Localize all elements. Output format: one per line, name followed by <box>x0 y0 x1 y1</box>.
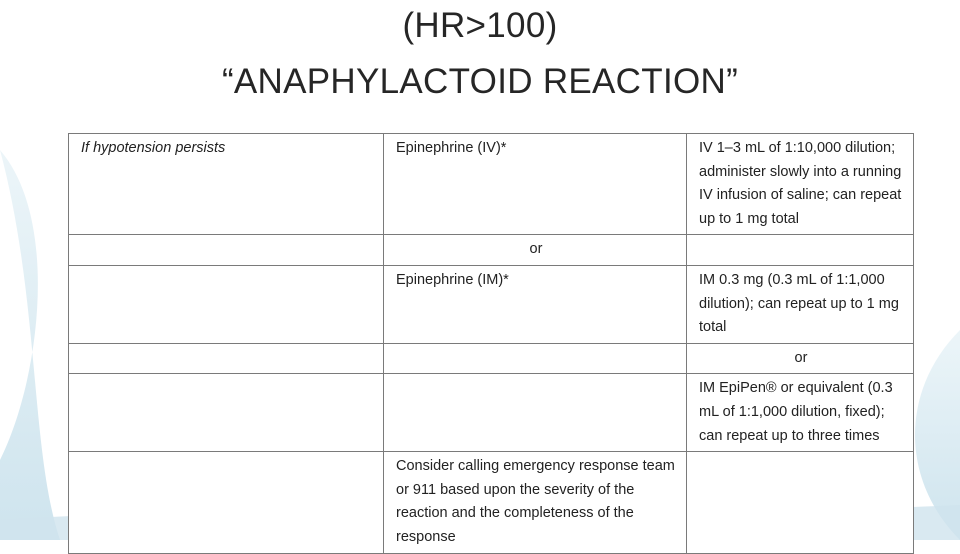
or-separator-cell: or <box>687 343 914 374</box>
empty-cell <box>69 343 384 374</box>
dose-cell: IM 0.3 mg (0.3 mL of 1:1,000 dilution); can repeat up to 1 mg total <box>687 265 914 343</box>
condition-cell <box>69 374 384 452</box>
drug-cell <box>384 374 687 452</box>
condition-cell <box>69 265 384 343</box>
dose-cell: IV 1–3 mL of 1:10,000 dilution; administer slowly into a running IV infusion of saline; can repeat up to 1 mg total <box>687 134 914 235</box>
condition-cell <box>69 452 384 553</box>
table-row <box>69 235 914 266</box>
dose-cell <box>687 452 914 553</box>
table-row <box>69 134 914 235</box>
empty-cell <box>69 235 384 266</box>
table-row <box>69 452 914 553</box>
drug-cell: Consider calling emergency response team or 911 based upon the severity of the reaction and the completeness of the response <box>384 452 687 553</box>
slide-title-line-1: (HR>100) <box>402 6 558 45</box>
table-row <box>69 265 914 343</box>
slide-title-line-2: “ANAPHYLACTOID REACTION” <box>221 62 739 101</box>
epinephrine-dosing-table <box>68 133 914 554</box>
table-row <box>69 374 914 452</box>
drug-cell: Epinephrine (IM)* <box>384 265 687 343</box>
empty-cell <box>384 343 687 374</box>
drug-cell: Epinephrine (IV)* <box>384 134 687 235</box>
condition-cell: If hypotension persists <box>69 134 384 235</box>
dose-cell: IM EpiPen® or equivalent (0.3 mL of 1:1,000 dilution, fixed); can repeat up to three times <box>687 374 914 452</box>
or-separator-cell: or <box>384 235 687 266</box>
empty-cell <box>687 235 914 266</box>
table-row <box>69 343 914 374</box>
